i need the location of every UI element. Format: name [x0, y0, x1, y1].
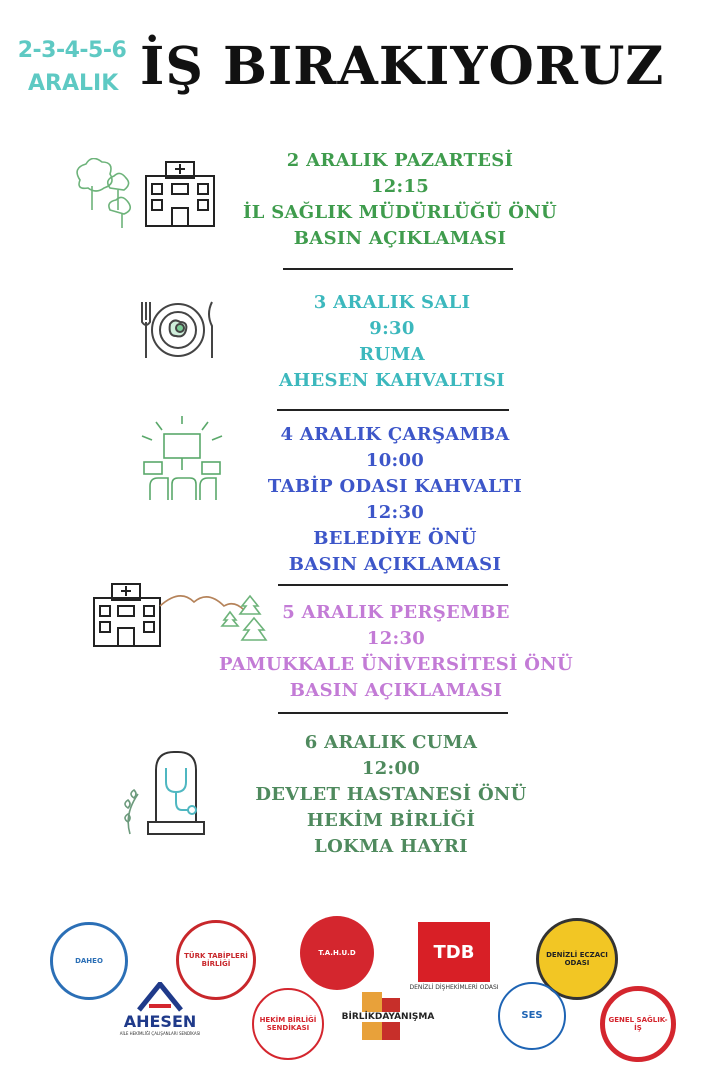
date-range — [2, 38, 142, 96]
event-place: RUMA — [359, 344, 425, 365]
tdb-subtitle: DENİZLİ DİŞHEKİMLERİ ODASI — [409, 984, 499, 991]
breakfast-plate-icon — [136, 298, 222, 362]
ahesen-mark-icon — [135, 982, 185, 1012]
event-day: 2 ARALIK PAZARTESİ — [286, 150, 514, 171]
divider — [278, 584, 508, 586]
daheo-logo: DAHEO — [50, 922, 128, 1000]
hospital-trees-icon — [66, 158, 220, 232]
ses-logo: SES — [498, 982, 566, 1050]
event-day: 6 ARALIK CUMA — [304, 732, 478, 753]
event-wednesday — [230, 422, 560, 578]
genel-saglik-is-logo: GENEL SAĞLIK-İŞ — [600, 986, 676, 1062]
event-time: 12:00 — [361, 758, 421, 779]
ahesen-subtitle: AİLE HEKİMLİĞİ ÇALIŞANLARI SENDİKASI — [119, 1031, 201, 1036]
event-place: DEVLET HASTANESİ ÖNÜ — [255, 784, 527, 805]
event-place: BELEDİYE ÖNÜ — [313, 528, 477, 549]
hekim-birligi-logo: HEKİM BİRLİĞİ SENDİKASI — [252, 988, 324, 1060]
event-activity: BASIN AÇIKLAMASI — [289, 680, 503, 701]
event-thursday — [196, 600, 596, 704]
eczaci-odasi-logo: DENİZLİ ECZACI ODASI — [536, 918, 618, 1000]
event-place: İL SAĞLIK MÜDÜRLÜĞÜ ÖNÜ — [243, 202, 557, 223]
event-day: 4 ARALIK ÇARŞAMBA — [280, 424, 510, 445]
date-month: ARALIK — [28, 71, 119, 96]
event-time: 12:15 — [370, 176, 430, 197]
event-activity: BASIN AÇIKLAMASI — [288, 554, 502, 575]
divider — [277, 409, 509, 411]
event-day: 3 ARALIK SALI — [313, 292, 471, 313]
ahesen-name: AHESEN — [123, 1012, 197, 1031]
event-time: 12:30 — [366, 628, 426, 649]
event-activity: LOKMA HAYRI — [314, 836, 468, 857]
birlik-label: BİRLİKDAYANIŞMA — [336, 1012, 440, 1022]
event-monday — [230, 148, 570, 252]
divider — [278, 712, 508, 714]
tdb-label: TDB — [433, 941, 475, 963]
tahud-logo: T.A.H.U.D — [300, 916, 374, 990]
event-friday — [236, 730, 546, 860]
event-time: 9:30 — [369, 318, 415, 339]
event-time: 10:00 — [365, 450, 425, 471]
tombstone-stethoscope-icon — [122, 748, 212, 840]
date-days: 2-3-4-5-6 — [17, 38, 127, 63]
event-time: 12:30 — [365, 502, 425, 523]
divider — [283, 268, 513, 270]
ahesen-logo — [108, 982, 212, 1040]
event-place: TABİP ODASI KAHVALTI — [267, 476, 523, 497]
tdb-logo — [418, 922, 490, 982]
birlik-dayanisma-logo — [336, 992, 440, 1044]
event-tuesday — [232, 290, 552, 394]
page-title: İŞ BIRAKIYORUZ — [140, 36, 665, 97]
event-activity: AHESEN KAHVALTISI — [278, 370, 506, 391]
event-place: PAMUKKALE ÜNİVERSİTESİ ÖNÜ — [218, 654, 574, 675]
event-organizer: HEKİM BİRLİĞİ — [306, 810, 476, 831]
event-activity: BASIN AÇIKLAMASI — [293, 228, 507, 249]
event-day: 5 ARALIK PERŞEMBE — [282, 602, 510, 623]
protest-fists-icon — [136, 414, 228, 502]
ttb-logo: TÜRK TABİPLERİ BİRLİĞİ — [176, 920, 256, 1000]
